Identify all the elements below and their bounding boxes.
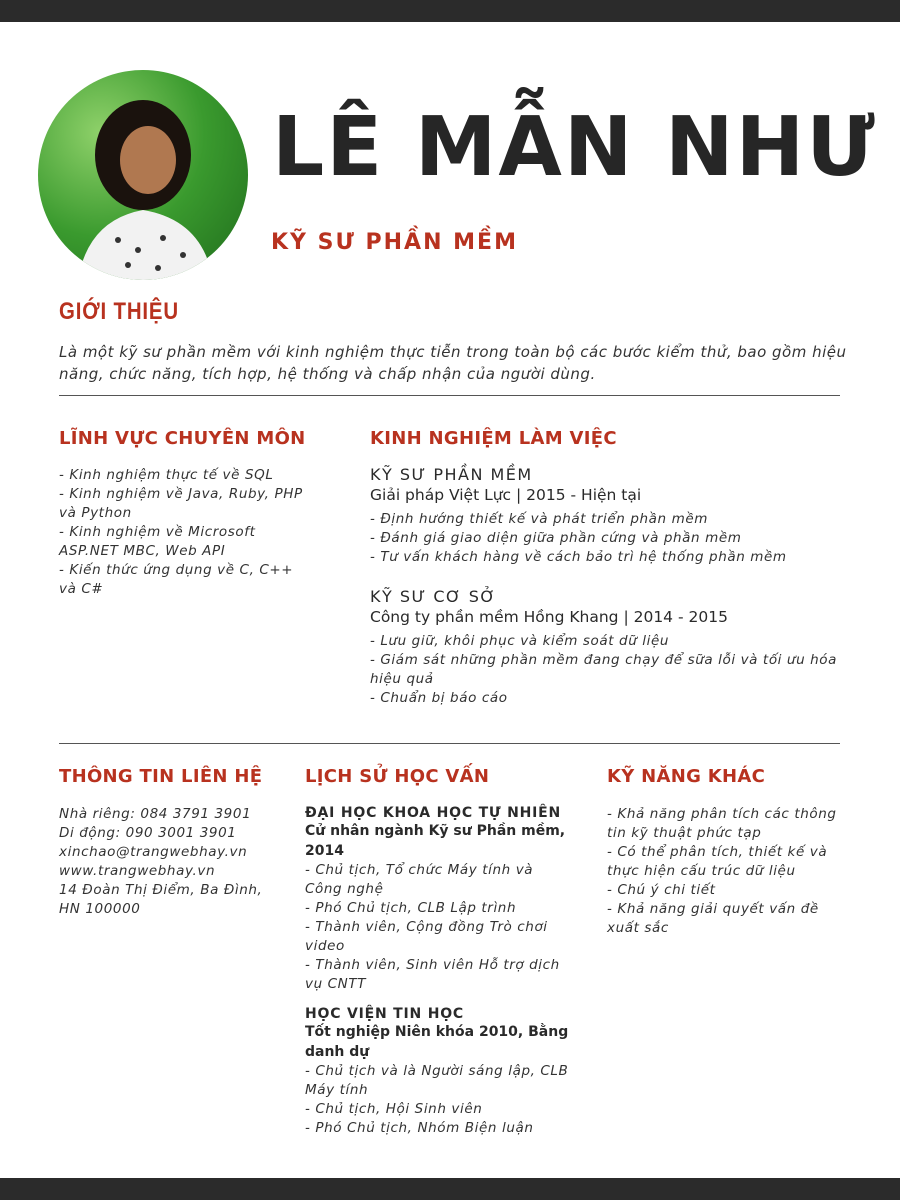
- list-item: - Giám sát những phần mềm đang chạy để sữa lỗi và tối ưu hóa hiệu quả: [370, 652, 838, 687]
- list-item: - Kiến thức ứng dụng về C, C++ và C#: [59, 562, 294, 597]
- divider: [59, 395, 840, 396]
- contact-phone-home: Nhà riêng: 084 3791 3901: [59, 806, 252, 822]
- bottom-bar: [0, 1178, 900, 1200]
- divider: [59, 743, 840, 744]
- expertise-list: [59, 466, 304, 599]
- job-company: Giải pháp Việt Lực | 2015 - Hiện tại: [370, 486, 642, 504]
- list-item: - Kinh nghiệm về Java, Ruby, PHP và Python: [59, 486, 303, 521]
- job-company: Công ty phần mềm Hồng Khang | 2014 - 2015: [370, 608, 728, 626]
- list-item: - Thành viên, Sinh viên Hỗ trợ dịch vụ CNTT: [305, 957, 560, 992]
- education-section: [305, 795, 575, 1138]
- list-item: - Chủ tịch và là Người sáng lập, CLB Máy tính: [305, 1063, 569, 1098]
- list-item: - Kinh nghiệm về Microsoft ASP.NET MBC, Web API: [59, 524, 256, 559]
- list-item: - Lưu giữ, khôi phục và kiểm soát dữ liệu: [370, 633, 670, 649]
- list-item: - Chuẩn bị báo cáo: [370, 690, 508, 706]
- expertise-heading: LĨNH VỰC CHUYÊN MÔN: [59, 428, 306, 449]
- top-bar: [0, 0, 900, 22]
- education-heading: LỊCH SỬ HỌC VẤN: [305, 766, 490, 787]
- list-item: - Chú ý chi tiết: [607, 882, 716, 898]
- list-item: - Khả năng giải quyết vấn đề xuất sắc: [607, 901, 819, 936]
- list-item: - Đánh giá giao diện giữa phần cứng và phần mềm: [370, 530, 742, 546]
- contact-website[interactable]: www.trangwebhay.vn: [59, 863, 216, 879]
- list-item: - Khả năng phân tích các thông tin kỹ thuật phức tạp: [607, 806, 837, 841]
- contact-phone-mobile: Di động: 090 3001 3901: [59, 825, 237, 841]
- list-item: - Kinh nghiệm thực tế về SQL: [59, 467, 274, 483]
- list-item: - Có thể phân tích, thiết kế và thực hiện cấu trúc dữ liệu: [607, 844, 828, 879]
- contact-email[interactable]: xinchao@trangwebhay.vn: [59, 844, 248, 860]
- skills-heading: KỸ NĂNG KHÁC: [607, 766, 766, 787]
- job-role: KỸ SƯ PHẦN MỀM: [370, 465, 533, 484]
- candidate-name: LÊ MẪN NHƯ: [272, 100, 877, 195]
- skills-list: [607, 805, 842, 938]
- experience-heading: KINH NGHIỆM LÀM VIỆC: [370, 428, 617, 449]
- list-item: - Chủ tịch, Hội Sinh viên: [305, 1101, 483, 1117]
- list-item: - Phó Chủ tịch, Nhóm Biện luận: [305, 1120, 534, 1136]
- school-name: HỌC VIỆN TIN HỌC: [305, 1006, 465, 1022]
- profile-photo: [38, 70, 248, 280]
- list-item: - Định hướng thiết kế và phát triển phần mềm: [370, 511, 709, 527]
- list-item: - Thành viên, Cộng đồng Trò chơi video: [305, 919, 548, 954]
- list-item: - Tư vấn khách hàng về cách bảo trì hệ thống phần mềm: [370, 549, 787, 565]
- school-degree: Cử nhân ngành Kỹ sư Phần mềm, 2014: [305, 823, 566, 859]
- list-item: - Chủ tịch, Tổ chức Máy tính và Công nghệ: [305, 862, 534, 897]
- experience-section: [370, 465, 840, 708]
- job-title: KỸ SƯ PHẦN MỀM: [271, 230, 518, 255]
- intro-heading: GIỚI THIỆU: [59, 298, 179, 325]
- contact-list: [59, 805, 279, 919]
- contact-heading: THÔNG TIN LIÊN HỆ: [59, 766, 263, 787]
- intro-text: Là một kỹ sư phần mềm với kinh nghiệm thực tiễn trong toàn bộ các bước kiểm thử, bao gồm hiệu năng, chức năng, tích hợp, hệ thống và chấp nhận của người dùng.: [59, 343, 847, 383]
- school-degree: Tốt nghiệp Niên khóa 2010, Bằng danh dự: [305, 1024, 569, 1060]
- list-item: - Phó Chủ tịch, CLB Lập trình: [305, 900, 517, 916]
- contact-address: 14 Đoàn Thị Điểm, Ba Đình, HN 100000: [59, 882, 263, 917]
- school-name: ĐẠI HỌC KHOA HỌC TỰ NHIÊN: [305, 805, 562, 821]
- job-role: KỸ SƯ CƠ SỞ: [370, 587, 497, 606]
